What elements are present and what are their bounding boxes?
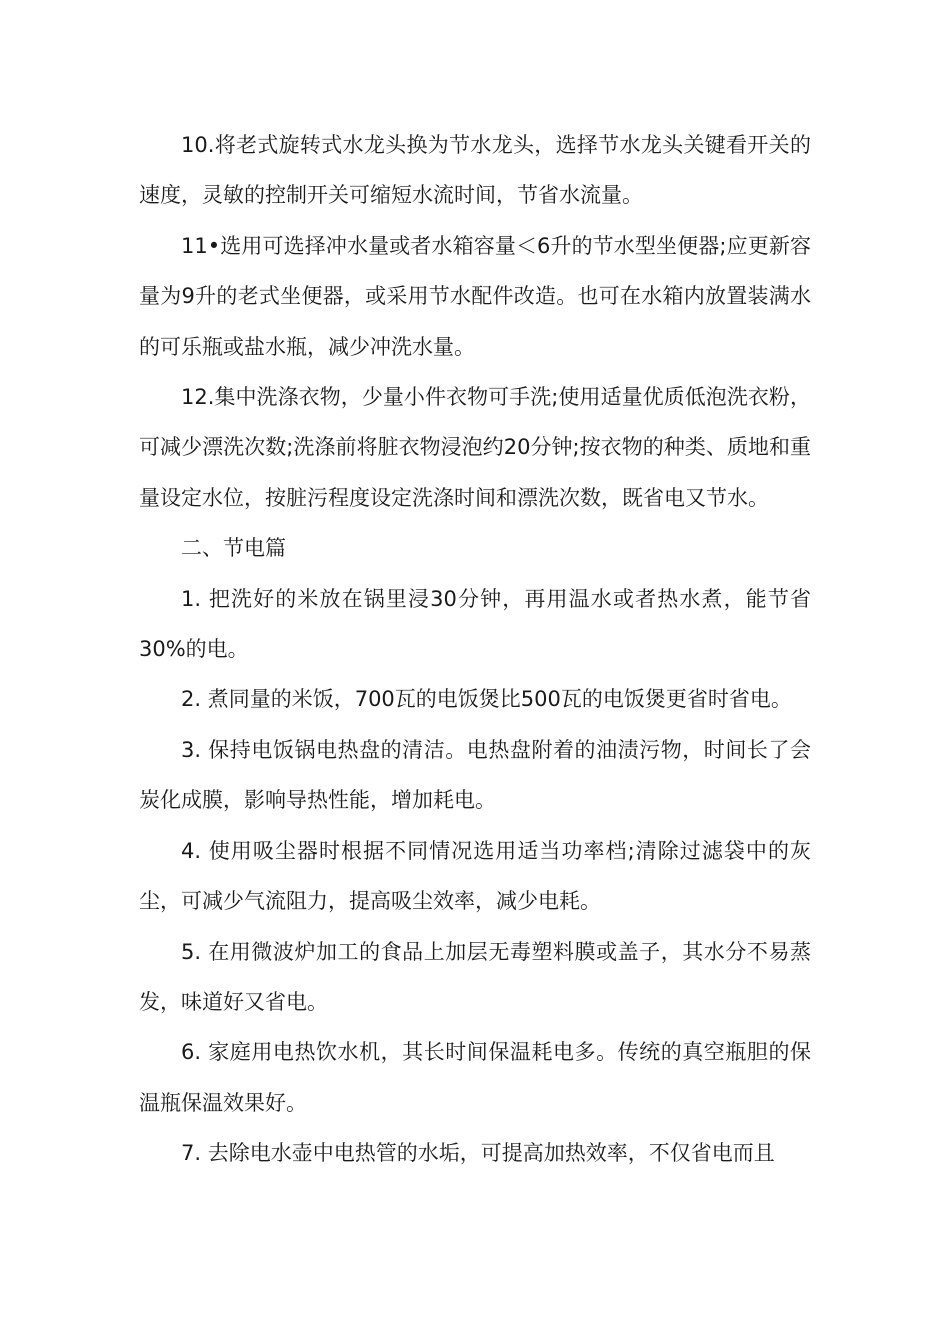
paragraph-2: 2. 煮同量的米饭，700瓦的电饭煲比500瓦的电饭煲更省时省电。 (181, 687, 792, 712)
paragraph-12: 12.集中洗涤衣物，少量小件衣物可手洗;使用适量优质低泡洗衣粉，可减少漂洗次数;洗涤前将脏衣物浸泡约20分钟;按衣物的种类、质地和重量设定水位，按脏污程度设定洗涤时间和漂洗次数，既省电又节水。 (139, 385, 811, 510)
paragraph-4: 4. 使用吸尘器时根据不同情况选用适当功率档;清除过滤袋中的灰尘，可减少气流阻力，提高吸尘效率，减少电耗。 (139, 838, 811, 914)
paragraph-7: 7. 去除电水壶中电热管的水垢，可提高加热效率，不仅省电而且 (181, 1141, 775, 1166)
paragraph-5: 5. 在用微波炉加工的食品上加层无毒塑料膜或盖子，其水分不易蒸发，味道好又省电。 (139, 939, 811, 1014)
paragraph-3: 3. 保持电饭锅电热盘的清洁。电热盘附着的油渍污物，时间长了会炭化成膜，影响导热性能，增加耗电。 (139, 737, 811, 813)
paragraph-6: 6. 家庭用电热饮水机，其长时间保温耗电多。传统的真空瓶胆的保温瓶保温效果好。 (139, 1040, 811, 1115)
paragraph-1: 1. 把洗好的米放在锅里浸30分钟，再用温水或者热水煮，能节省30%的电。 (139, 586, 811, 662)
section-heading: 二、节电篇 (181, 536, 286, 561)
paragraph-11: 11•选用可选择冲水量或者水箱容量＜6升的节水型坐便器;应更新容量为9升的老式坐便器，或采用节水配件改造。也可在水箱内放置装满水的可乐瓶或盐水瓶，减少冲洗水量。 (139, 233, 811, 359)
document-body (139, 120, 811, 1179)
paragraph-10: 10.将老式旋转式水龙头换为节水龙头，选择节水龙头关键看开关的速度，灵敏的控制开关可缩短水流时间，节省水流量。 (139, 133, 811, 208)
